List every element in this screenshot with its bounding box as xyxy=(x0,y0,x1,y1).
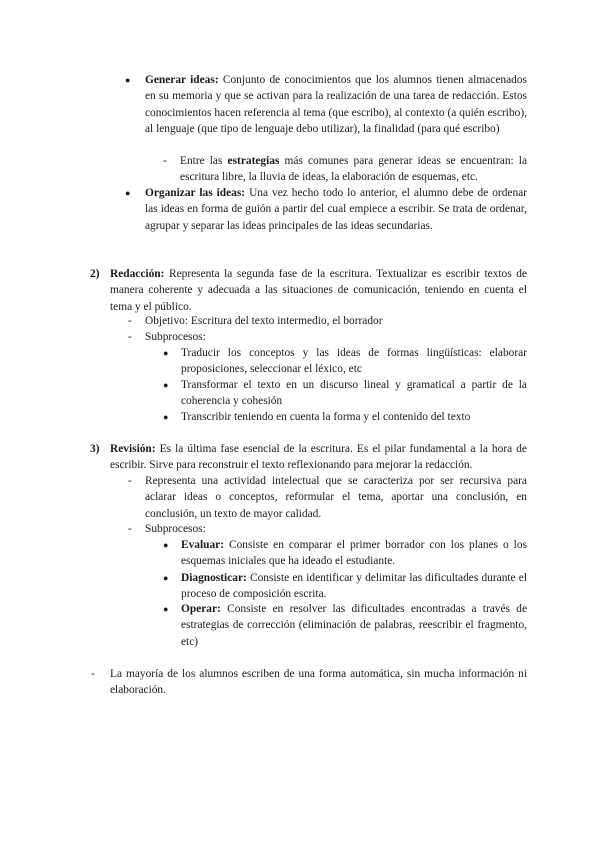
estrategias-text: más comunes para generar ideas se encuentran: la escritura libre, la lluvia de ideas, la elaboración de esquemas, etc. xyxy=(180,155,527,184)
organizar-ideas-text: Una vez hecho todo lo anterior, el alumno debe de ordenar las ideas en forma de guión a partir del cual empiece a escribir. Se trata de ordenar, agrupar y separar las ideas principales de las ideas secundarias. xyxy=(145,187,527,232)
bullet-icon: ● xyxy=(163,412,169,422)
revision-term: Revisión: xyxy=(110,443,156,455)
generar-ideas-text: Conjunto de conocimientos que los alumnos tienen almacenados en su memoria y que se activan para la realización de una tarea de redacción. Estos conocimientos hacen referencia al tema (que escribo), al contexto (a quién escribo), al lenguaje (que tipo de lenguaje debo utilizar), la finalidad (para qué escribo) xyxy=(145,74,527,135)
organizar-ideas-term: Organizar las ideas: xyxy=(145,187,246,199)
dash-icon: - xyxy=(128,475,132,487)
estrategias-item xyxy=(180,153,527,186)
bullet-icon: ● xyxy=(125,188,131,198)
diagnosticar-term: Diagnosticar: xyxy=(181,572,247,584)
redaccion-subproceso-item: Transformar el texto en un discurso lineal y gramatical a partir de la coherencia y cohesión xyxy=(181,379,527,408)
section-number: 2) xyxy=(90,268,100,280)
redaccion-objetivo: Objetivo: Escritura del texto intermedio, el borrador xyxy=(145,315,383,327)
redaccion-text: Representa la segunda fase de la escritura. Textualizar es escribir textos de manera coherente y adecuada a las situaciones de comunicación, teniendo en cuenta el tema y el público. xyxy=(110,268,527,313)
redaccion-subproceso-item: Traducir los conceptos y las ideas de formas lingüísticas: elaborar proposiciones, seleccionar el léxico, etc xyxy=(181,347,527,376)
dash-icon: - xyxy=(128,523,132,535)
bullet-icon: ● xyxy=(163,540,169,550)
dash-icon: - xyxy=(91,668,95,680)
section-number: 3) xyxy=(90,443,100,455)
revision-section xyxy=(110,441,527,474)
dash-icon: - xyxy=(163,155,167,167)
dash-icon: - xyxy=(128,315,132,327)
revision-actividad: Representa una actividad intelectual que se caracteriza por ser recursiva para aclarar ideas o conceptos, reformular el tema, aportar una conclusión, en conclusión, un texto de mayor calidad. xyxy=(145,475,527,520)
redaccion-term: Redacción: xyxy=(110,268,165,280)
bullet-icon: ● xyxy=(125,75,131,85)
dash-icon: - xyxy=(128,331,132,343)
generar-ideas-term: Generar ideas: xyxy=(145,74,219,86)
bullet-icon: ● xyxy=(163,348,169,358)
revision-subprocesos-label: Subprocesos: xyxy=(145,523,206,535)
revision-subproceso-item xyxy=(181,601,527,650)
bullet-icon: ● xyxy=(163,380,169,390)
redaccion-subproceso-item: Transcribir teniendo en cuenta la forma y el contenido del texto xyxy=(181,411,471,423)
revision-subproceso-item xyxy=(181,570,527,603)
estrategias-term: estrategias xyxy=(227,155,280,167)
bullet-icon: ● xyxy=(163,573,169,583)
bullet-icon: ● xyxy=(163,604,169,614)
evaluar-term: Evaluar: xyxy=(181,539,225,551)
operar-term: Operar: xyxy=(181,603,221,615)
evaluar-text: Consiste en comparar el primer borrador con los planes o los esquemas iniciales que ha ideado el estudiante. xyxy=(181,539,527,568)
revision-subproceso-item xyxy=(181,537,527,570)
organizar-ideas-item xyxy=(145,185,527,234)
diagnosticar-text: Consiste en identificar y delimitar las dificultades durante el proceso de composición escrita. xyxy=(181,572,527,601)
redaccion-subprocesos-label: Subprocesos: xyxy=(145,331,206,343)
estrategias-prefix: Entre las xyxy=(180,155,223,167)
closing-note: La mayoría de los alumnos escriben de una forma automática, sin mucha información ni elaboración. xyxy=(110,668,527,697)
redaccion-section xyxy=(110,266,527,315)
generar-ideas-item xyxy=(145,72,527,137)
operar-text: Consiste en resolver las dificultades encontradas a través de estrategias de corrección (eliminación de palabras, reescribir el fragmento, etc) xyxy=(181,603,527,648)
revision-text: Es la última fase esencial de la escritura. Es el pilar fundamental a la hora de escribir. Sirve para reconstruir el texto reflexionando para mejorar la redacción. xyxy=(110,443,527,472)
